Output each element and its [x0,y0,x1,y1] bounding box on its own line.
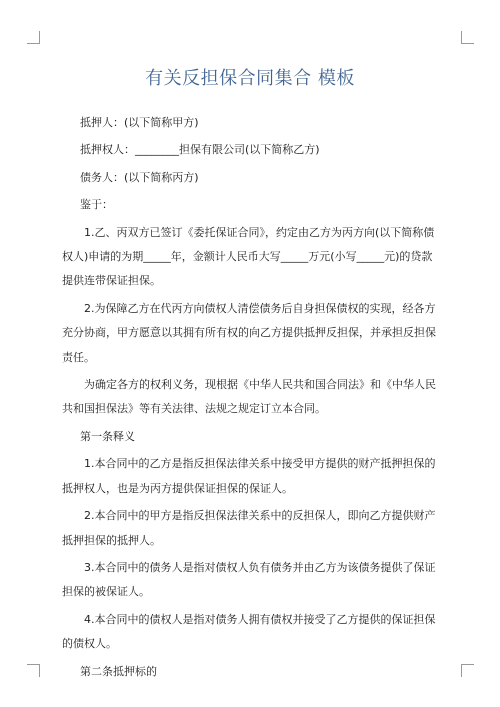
crop-mark-top-left [27,31,40,44]
party-mortgagor-line: 抵押人：(以下简称甲方) [80,116,199,129]
recital-paragraph-3: 为确定各方的权利义务，现根据《中华人民共和国合同法》和《中华人民共和国担保法》等有关法律、法规之规定订立本合同。 [62,378,436,416]
definition-paragraph-1: 1.本合同中的乙方是指反担保法律关系中接受甲方提供的财产抵押担保的抵押权人，也是为丙方提供保证担保的保证人。 [62,457,436,495]
document-title: 有关反担保合同集合 模板 [145,68,355,89]
crop-mark-bottom-right [461,664,474,677]
definition-paragraph-2: 2.本合同中的甲方是指反担保法律关系中的反担保人，即向乙方提供财产抵押担保的抵押人。 [62,509,436,547]
definition-paragraph-4: 4.本合同中的债权人是指对债务人拥有债权并接受了乙方提供的保证担保的债权人。 [62,612,436,651]
section-heading-definitions: 第一条释义 [80,429,135,443]
recital-paragraph-1: 1.乙、丙双方已签订《委托保证合同》，约定由乙方为丙方向(以下简称债权人)申请的为期_____年，金额计人民币大写_____万元(小写_____元)的贷款提供连带保证担保。 [62,225,435,288]
section-heading-mortgage-subject: 第二条抵押标的 [80,664,157,678]
whereas-line: 鉴于： [80,198,113,212]
definition-paragraph-3: 3.本合同中的债务人是指对债权人负有债务并由乙方为该债务提供了保证担保的被保证人。 [62,560,436,599]
crop-mark-bottom-left [27,664,40,677]
party-debtor-line: 债务人：(以下简称丙方) [80,170,199,184]
recital-paragraph-2: 2.为保障乙方在代丙方向债权人清偿债务后自身担保债权的实现，经各方充分协商，甲方愿意以其拥有所有权的向乙方提供抵押反担保，并承担反担保责任。 [62,301,436,364]
party-mortgagee-line: 抵押权人：________担保有限公司(以下简称乙方) [80,143,320,157]
crop-mark-top-right [461,31,474,44]
document-body [62,111,440,684]
